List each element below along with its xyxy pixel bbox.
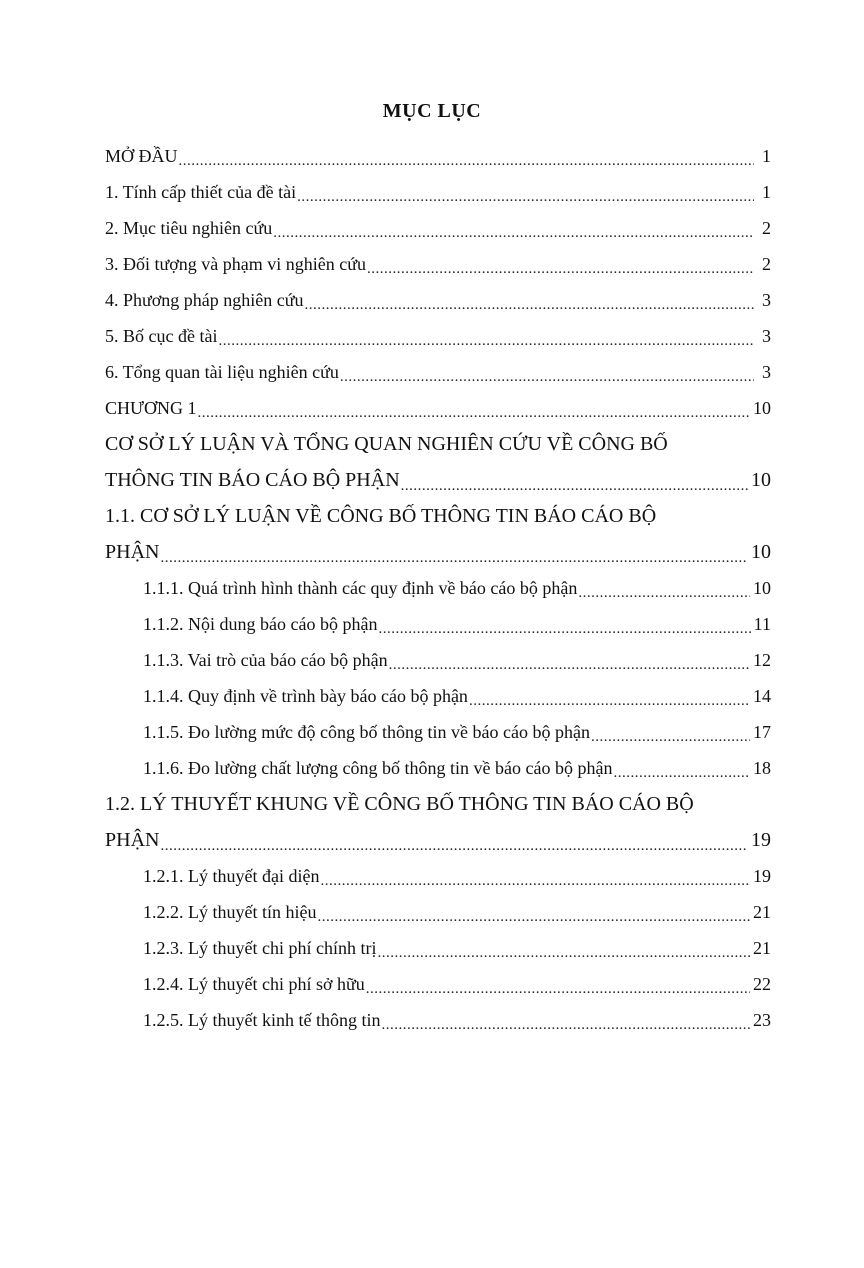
toc-entry-label: 6. Tổng quan tài liệu nghiên cứu — [105, 361, 339, 382]
toc-entry-5[interactable] — [105, 318, 771, 354]
dot-leader — [378, 617, 750, 637]
dot-leader — [317, 905, 750, 925]
toc-entry-label: 1.1.6. Đo lường chất lượng công bố thông tin về báo cáo bộ phận — [143, 757, 613, 778]
toc-entry-4[interactable] — [105, 282, 771, 318]
toc-entry-1-1-1[interactable] — [105, 570, 771, 606]
toc-entry-label: PHẬN — [105, 828, 160, 851]
dot-leader — [389, 653, 750, 673]
toc-entry-label: 2. Mục tiêu nghiên cứu — [105, 217, 273, 238]
dot-leader — [591, 725, 750, 745]
toc-entry-1[interactable] — [105, 174, 771, 210]
toc-entry-label: 1.2.2. Lý thuyết tín hiệu — [143, 901, 317, 922]
dot-leader — [273, 221, 754, 241]
dot-leader — [578, 581, 750, 601]
toc-entry-1-1-3[interactable] — [105, 642, 771, 678]
toc-entry-label: 1.2.1. Lý thuyết đại diện — [143, 865, 320, 886]
toc-chapter-heading-line-2[interactable] — [105, 462, 771, 498]
dot-leader — [381, 1013, 750, 1033]
toc-entry-1-1-5[interactable] — [105, 714, 771, 750]
toc-entry-page: 3 — [762, 289, 771, 310]
toc-entry-1-2-2[interactable] — [105, 894, 771, 930]
toc-entry-page: 1 — [762, 181, 771, 202]
toc-entry-page: 3 — [762, 361, 771, 382]
toc-entry-chapter-1[interactable] — [105, 390, 771, 426]
toc-entry-page: 17 — [753, 721, 771, 742]
toc-entry-page: 21 — [753, 937, 771, 958]
toc-entry-page: 21 — [753, 901, 771, 922]
toc-entry-label: 1.2.3. Lý thuyết chi phí chính trị — [143, 937, 377, 958]
toc-entry-label: 3. Đối tượng và phạm vi nghiên cứu — [105, 253, 366, 274]
toc-section-1-2-line-2[interactable] — [105, 822, 771, 858]
toc-entry-label: 5. Bố cục đề tài — [105, 325, 218, 346]
toc-entry-label: 4. Phương pháp nghiên cứu — [105, 289, 304, 310]
toc-entry-page: 11 — [753, 613, 771, 634]
toc-entry-3[interactable] — [105, 246, 771, 282]
toc-entry-label: 1. Tính cấp thiết của đề tài — [105, 181, 297, 202]
toc-entry-page: 3 — [762, 325, 771, 346]
dot-leader — [160, 545, 748, 565]
toc-entry-mo-dau[interactable] — [105, 138, 771, 174]
toc-entry-page: 10 — [753, 577, 771, 598]
toc-entry-page: 23 — [753, 1009, 771, 1030]
toc-entry-label: 1.1.3. Vai trò của báo cáo bộ phận — [143, 649, 388, 670]
dot-leader — [366, 977, 750, 997]
toc-entry-label: 1.1.5. Đo lường mức độ công bố thông tin về báo cáo bộ phận — [143, 721, 590, 742]
toc-entry-label: MỞ ĐẦU — [105, 145, 178, 166]
toc-entry-2[interactable] — [105, 210, 771, 246]
toc-entry-label: 1.1.2. Nội dung báo cáo bộ phận — [143, 613, 378, 634]
toc-entry-label: 1.1.4. Quy định về trình bày báo cáo bộ phận — [143, 685, 468, 706]
toc-section-1-1-line-1[interactable]: 1.1. CƠ SỞ LÝ LUẬN VỀ CÔNG BỐ THÔNG TIN BÁO CÁO BỘ — [105, 504, 657, 527]
dot-leader — [320, 869, 750, 889]
table-of-contents — [105, 138, 771, 1038]
dot-leader — [179, 149, 754, 169]
toc-section-1-2-line-1[interactable]: 1.2. LÝ THUYẾT KHUNG VỀ CÔNG BỐ THÔNG TIN BÁO CÁO BỘ — [105, 792, 694, 815]
toc-entry-page: 19 — [751, 828, 771, 851]
toc-entry-1-2-4[interactable] — [105, 966, 771, 1002]
toc-entry-page: 10 — [753, 397, 771, 418]
toc-chapter-heading-line-1[interactable]: CƠ SỞ LÝ LUẬN VÀ TỔNG QUAN NGHIÊN CỨU VỀ CÔNG BỐ — [105, 432, 668, 455]
toc-entry-label: 1.2.4. Lý thuyết chi phí sở hữu — [143, 973, 365, 994]
dot-leader — [377, 941, 750, 961]
toc-entry-label: 1.1.1. Quá trình hình thành các quy định về báo cáo bộ phận — [143, 577, 578, 598]
toc-entry-1-1-2[interactable] — [105, 606, 771, 642]
toc-entry-page: 14 — [753, 685, 771, 706]
toc-entry-page: 22 — [753, 973, 771, 994]
toc-section-1-1-line-2[interactable] — [105, 534, 771, 570]
dot-leader — [160, 833, 748, 853]
toc-entry-page: 10 — [751, 540, 771, 563]
toc-entry-1-2-1[interactable] — [105, 858, 771, 894]
toc-entry-page: 2 — [762, 253, 771, 274]
toc-entry-label: THÔNG TIN BÁO CÁO BỘ PHẬN — [105, 468, 400, 491]
toc-entry-1-2-5[interactable] — [105, 1002, 771, 1038]
toc-entry-1-1-6[interactable] — [105, 750, 771, 786]
dot-leader — [218, 329, 754, 349]
toc-entry-label: CHƯƠNG 1 — [105, 397, 197, 418]
toc-entry-page: 18 — [753, 757, 771, 778]
page-title: MỤC LỤC — [382, 100, 482, 122]
dot-leader — [401, 473, 748, 493]
dot-leader — [340, 365, 754, 385]
dot-leader — [197, 401, 750, 421]
dot-leader — [367, 257, 754, 277]
dot-leader — [613, 761, 750, 781]
toc-entry-1-1-4[interactable] — [105, 678, 771, 714]
toc-entry-page: 19 — [753, 865, 771, 886]
toc-entry-6[interactable] — [105, 354, 771, 390]
dot-leader — [297, 185, 754, 205]
dot-leader — [469, 689, 750, 709]
toc-entry-label: PHẬN — [105, 540, 160, 563]
toc-entry-page: 10 — [751, 468, 771, 491]
toc-entry-label: 1.2.5. Lý thuyết kinh tế thông tin — [143, 1009, 381, 1030]
toc-entry-page: 12 — [753, 649, 771, 670]
dot-leader — [305, 293, 754, 313]
toc-entry-page: 1 — [762, 145, 771, 166]
toc-entry-1-2-3[interactable] — [105, 930, 771, 966]
toc-entry-page: 2 — [762, 217, 771, 238]
